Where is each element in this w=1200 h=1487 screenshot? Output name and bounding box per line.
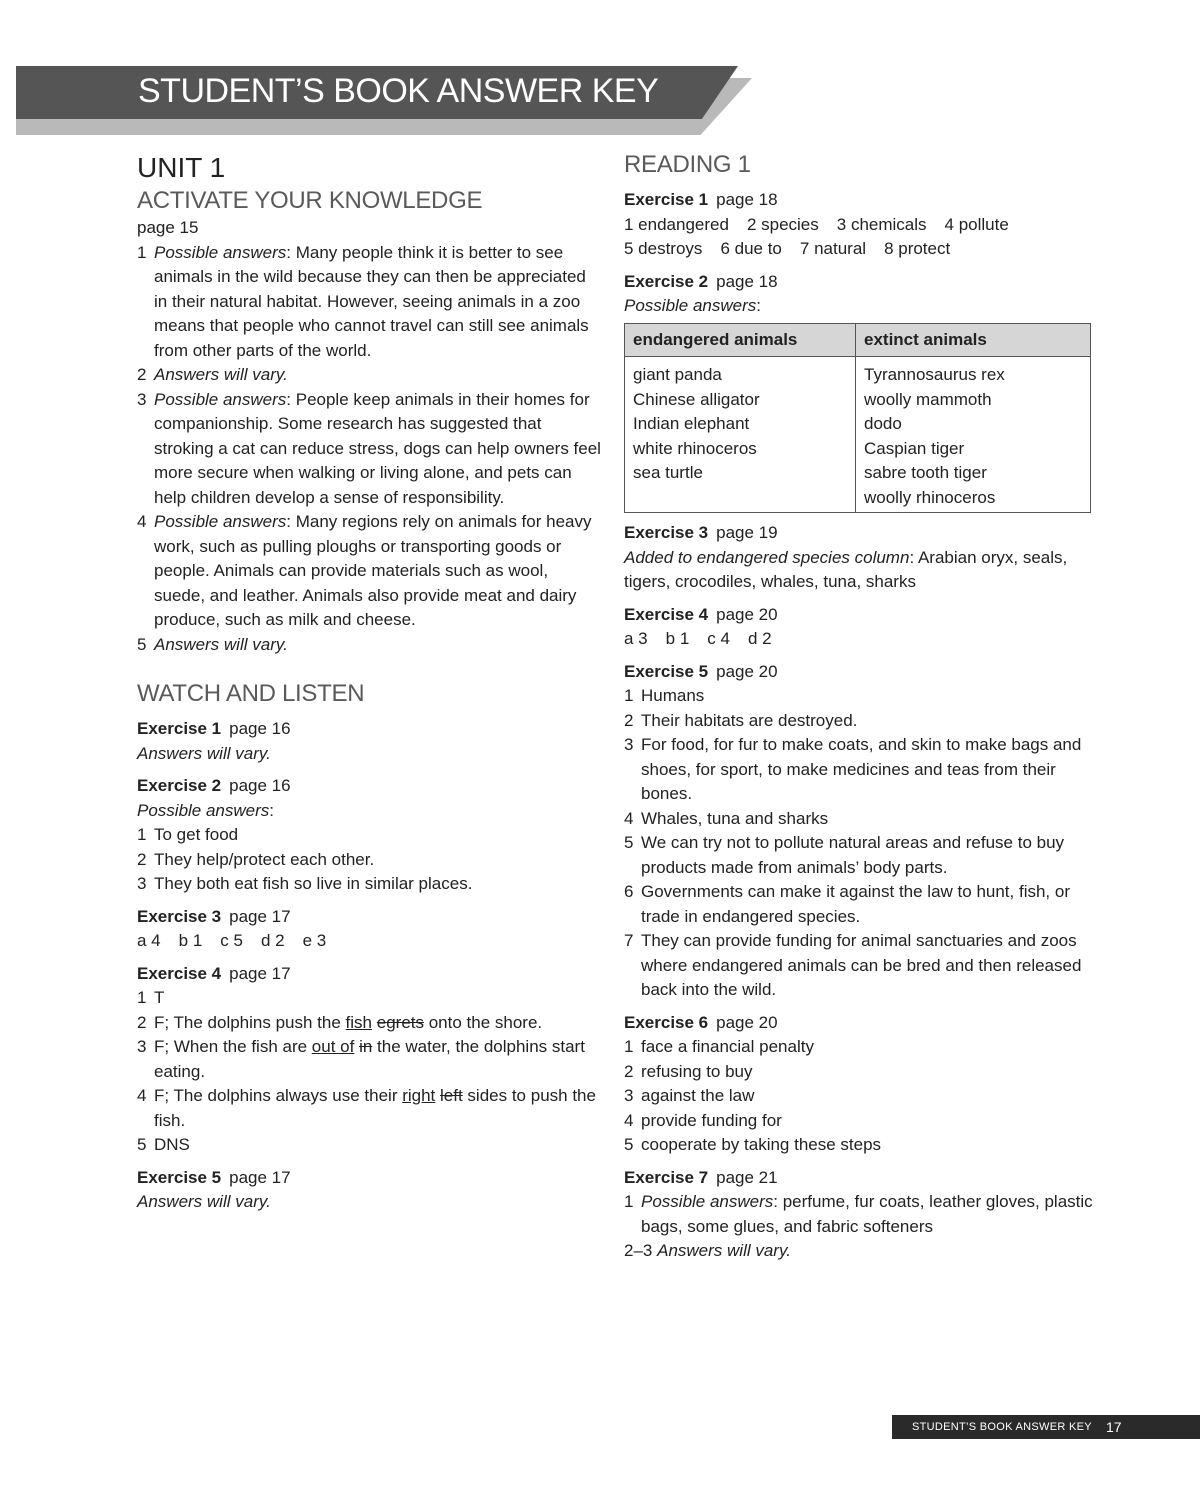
page-title: STUDENT’S BOOK ANSWER KEY bbox=[138, 72, 659, 110]
list-item bbox=[137, 388, 602, 511]
watch-exercise-4 bbox=[137, 962, 602, 1158]
reading-exercise-7 bbox=[624, 1166, 1094, 1264]
item-number: 1 bbox=[137, 825, 147, 844]
answer-row bbox=[624, 627, 1094, 652]
item-text: We can try not to pollute natural areas and refuse to buy products made from animals’ body parts. bbox=[641, 833, 1065, 877]
item-text: face a financial penalty bbox=[641, 1037, 814, 1056]
exercise-note: Possible answers bbox=[137, 800, 270, 820]
item-text: sides to push the fish. bbox=[154, 1086, 596, 1130]
list-item bbox=[624, 1109, 1094, 1134]
list-item bbox=[624, 1084, 1094, 1109]
watch-exercise-3 bbox=[137, 905, 602, 954]
item-text: against the law bbox=[641, 1086, 755, 1105]
item-number: 2 bbox=[624, 710, 634, 730]
exercise-note: Added to endangered species column bbox=[624, 547, 910, 567]
item-text: Answers will vary. bbox=[154, 634, 288, 654]
item-number: 1 bbox=[137, 242, 147, 262]
exercise-answer: : Arabian oryx, seals, tigers, crocodiles, whales, tuna, sharks bbox=[624, 547, 1068, 591]
exercise-label: Exercise 2 bbox=[137, 776, 222, 795]
struck-word: egrets bbox=[376, 1012, 424, 1032]
exercise-label: Exercise 4 bbox=[624, 604, 709, 624]
table-cell-extinct bbox=[856, 357, 1091, 513]
watch-exercise-5 bbox=[137, 1166, 602, 1215]
item-number: 3 bbox=[137, 389, 147, 409]
section-title-watch: WATCH AND LISTEN bbox=[137, 680, 365, 707]
item-text: F; When the fish are bbox=[154, 1037, 312, 1056]
section-title-reading: READING 1 bbox=[624, 151, 751, 178]
exercise-page: page 18 bbox=[716, 271, 778, 291]
item-number: 2 bbox=[137, 849, 147, 869]
table-value: dodo bbox=[864, 414, 902, 433]
answer: 3 chemicals bbox=[836, 214, 927, 234]
exercise-label: Exercise 3 bbox=[624, 523, 709, 542]
list-item bbox=[137, 363, 602, 388]
corrected-word: fish bbox=[345, 1012, 373, 1032]
list-item bbox=[137, 633, 602, 658]
table-value: Caspian tiger bbox=[864, 438, 965, 458]
exercise-label: Exercise 2 bbox=[624, 271, 709, 291]
list-item bbox=[624, 1239, 1094, 1264]
exercise-page: page 17 bbox=[229, 906, 291, 926]
exercise-page: page 17 bbox=[229, 1167, 291, 1187]
list-item bbox=[624, 1190, 1094, 1239]
item-number: 1 bbox=[624, 686, 634, 705]
list-item bbox=[137, 823, 602, 848]
answer-row bbox=[624, 237, 1094, 262]
footer-bar bbox=[892, 1415, 1200, 1439]
animals-table bbox=[624, 323, 1091, 514]
item-number: 5 bbox=[624, 1135, 634, 1154]
right-column bbox=[624, 150, 1094, 1264]
exercise-page: page 18 bbox=[716, 190, 778, 209]
answer: c 4 bbox=[707, 629, 730, 648]
table-value: sabre tooth tiger bbox=[864, 463, 987, 482]
list-item bbox=[624, 733, 1094, 807]
list-item bbox=[624, 1035, 1094, 1060]
item-text: Answers will vary. bbox=[657, 1241, 791, 1260]
exercise-page: page 21 bbox=[716, 1167, 778, 1187]
item-number: 3 bbox=[624, 1086, 634, 1105]
list-item bbox=[137, 1133, 602, 1158]
list-item bbox=[137, 1035, 602, 1084]
activate-list bbox=[137, 241, 602, 658]
list-item bbox=[624, 709, 1094, 734]
table-value: giant panda bbox=[633, 365, 722, 384]
exercise-note: Possible answers bbox=[624, 296, 757, 315]
item-text: : Many regions rely on animals for heavy work, such as pulling ploughs or transporting goods or people. Animals can provide materials such as wool, suede, and leather. Animals also provide meat and dairy produce, such as milk and cheese. bbox=[154, 512, 592, 629]
answer: b 1 bbox=[665, 629, 690, 648]
item-number: 5 bbox=[137, 1135, 147, 1154]
page-number: 17 bbox=[1106, 1419, 1122, 1435]
exercise-page: page 20 bbox=[716, 1012, 778, 1032]
item-number: 3 bbox=[624, 735, 634, 754]
corrected-word: right bbox=[402, 1086, 436, 1105]
list-item bbox=[624, 684, 1094, 709]
answer: 4 pollute bbox=[944, 214, 1009, 234]
item-text: Answers will vary. bbox=[154, 365, 288, 384]
item-number: 1 bbox=[137, 988, 147, 1007]
exercise-answer: Answers will vary. bbox=[137, 743, 271, 763]
exercise-label: Exercise 6 bbox=[624, 1012, 709, 1032]
reading-exercise-4 bbox=[624, 603, 1094, 652]
answer: a 3 bbox=[624, 629, 648, 648]
reading-exercise-2 bbox=[624, 270, 1094, 514]
answer: d 2 bbox=[747, 629, 772, 648]
list-item bbox=[137, 872, 602, 897]
table-value: Indian elephant bbox=[633, 414, 750, 433]
table-value: Tyrannosaurus rex bbox=[864, 365, 1005, 384]
answer: 5 destroys bbox=[624, 239, 703, 258]
exercise-label: Exercise 1 bbox=[137, 719, 222, 738]
item-number: 2–3 bbox=[624, 1241, 653, 1260]
exercise-answer: Answers will vary. bbox=[137, 1192, 271, 1211]
item-text: F; The dolphins always use their bbox=[154, 1086, 403, 1105]
list-item bbox=[137, 986, 602, 1011]
answer: 2 species bbox=[746, 214, 819, 234]
left-column bbox=[137, 150, 602, 1215]
item-label: Possible answers bbox=[154, 389, 287, 409]
table-value: white rhinoceros bbox=[633, 438, 757, 458]
item-number: 2 bbox=[624, 1061, 634, 1081]
item-text: provide funding for bbox=[641, 1110, 782, 1130]
exercise-page: page 19 bbox=[716, 523, 778, 542]
item-number: 5 bbox=[137, 634, 147, 654]
item-text: To get food bbox=[154, 825, 239, 844]
item-number: 6 bbox=[624, 882, 634, 901]
exercise-page: page 17 bbox=[229, 963, 291, 983]
list-item bbox=[624, 1133, 1094, 1158]
answer-row bbox=[624, 213, 1094, 238]
list-item bbox=[624, 807, 1094, 832]
table-value: woolly mammoth bbox=[864, 389, 992, 409]
exercise-label: Exercise 4 bbox=[137, 963, 222, 983]
struck-word: in bbox=[359, 1037, 373, 1056]
item-text: refusing to buy bbox=[641, 1061, 753, 1081]
list-item bbox=[137, 848, 602, 873]
answer: a 4 bbox=[137, 931, 161, 950]
corrected-word: out of bbox=[311, 1037, 355, 1056]
item-number: 2 bbox=[137, 1012, 147, 1032]
watch-exercise-2 bbox=[137, 774, 602, 897]
item-text: cooperate by taking these steps bbox=[641, 1135, 882, 1154]
note-colon: : bbox=[269, 800, 275, 820]
item-text: Whales, tuna and sharks bbox=[641, 808, 829, 828]
item-text: onto the shore. bbox=[424, 1012, 543, 1032]
reading-exercise-5 bbox=[624, 660, 1094, 1003]
table-value: sea turtle bbox=[633, 463, 703, 482]
item-text: Their habitats are destroyed. bbox=[641, 710, 858, 730]
section-title-activate: ACTIVATE YOUR KNOWLEDGE bbox=[137, 187, 483, 214]
item-text: the water, the dolphins start eating. bbox=[154, 1037, 585, 1081]
list-item bbox=[624, 929, 1094, 1003]
table-cell-endangered bbox=[625, 357, 856, 513]
list-item bbox=[137, 1011, 602, 1036]
note-colon: : bbox=[756, 296, 762, 315]
reading-exercise-1 bbox=[624, 188, 1094, 262]
item-number: 4 bbox=[137, 1086, 147, 1105]
exercise-page: page 20 bbox=[716, 604, 778, 624]
item-number: 3 bbox=[137, 1037, 147, 1056]
item-number: 1 bbox=[624, 1192, 634, 1211]
watch-exercise-1 bbox=[137, 717, 602, 766]
item-text: T bbox=[154, 988, 165, 1007]
exercise-label: Exercise 5 bbox=[624, 661, 709, 681]
exercise-label: Exercise 7 bbox=[624, 1167, 709, 1187]
answer: c 5 bbox=[220, 931, 243, 950]
answer: b 1 bbox=[178, 931, 203, 950]
item-number: 3 bbox=[137, 874, 147, 893]
exercise-page: page 16 bbox=[229, 776, 291, 795]
answer: 7 natural bbox=[799, 239, 867, 258]
item-number: 1 bbox=[624, 1037, 634, 1056]
footer-title: STUDENT’S BOOK ANSWER KEY bbox=[912, 1421, 1092, 1433]
table-value: Chinese alligator bbox=[633, 389, 760, 409]
activate-page: page 15 bbox=[137, 218, 199, 237]
reading-exercise-6 bbox=[624, 1011, 1094, 1158]
item-number: 2 bbox=[137, 365, 147, 384]
item-text: For food, for fur to make coats, and skin to make bags and shoes, for sport, to make medicines and teas from their bones. bbox=[641, 735, 1082, 803]
list-item bbox=[137, 510, 602, 633]
list-item bbox=[624, 1060, 1094, 1085]
table-header: extinct animals bbox=[856, 323, 1091, 357]
answer: e 3 bbox=[302, 931, 327, 950]
item-number: 4 bbox=[624, 808, 634, 828]
item-label: Possible answers bbox=[641, 1192, 774, 1211]
struck-word: left bbox=[440, 1086, 463, 1105]
item-number: 7 bbox=[624, 931, 634, 950]
item-label: Possible answers bbox=[154, 512, 287, 531]
unit-title: UNIT 1 bbox=[137, 152, 226, 183]
item-text: Governments can make it against the law to hunt, fish, or trade in endangered species. bbox=[641, 882, 1070, 926]
item-number: 4 bbox=[137, 512, 147, 531]
exercise-label: Exercise 5 bbox=[137, 1167, 222, 1187]
answer: 6 due to bbox=[720, 239, 782, 258]
answer: 8 protect bbox=[884, 239, 951, 258]
item-number: 5 bbox=[624, 833, 634, 852]
exercise-page: page 16 bbox=[229, 719, 291, 738]
item-text: DNS bbox=[154, 1135, 190, 1154]
item-text: : Many people think it is better to see animals in the wild because they can then be appreciated in their natural habitat. However, seeing animals in a zoo means that people who cannot travel can still see animals from other parts of the world. bbox=[154, 242, 589, 360]
answer: 1 endangered bbox=[624, 214, 729, 234]
item-text: They help/protect each other. bbox=[154, 849, 375, 869]
answer: d 2 bbox=[260, 931, 285, 950]
item-text: : People keep animals in their homes for companionship. Some research has suggested that stroking a cat can reduce stress, dogs can help owners feel more secure when walking or living alone, and pets can help children develop a sense of responsibility. bbox=[154, 389, 601, 507]
list-item bbox=[624, 880, 1094, 929]
item-label: Possible answers bbox=[154, 242, 287, 262]
reading-exercise-3 bbox=[624, 521, 1094, 595]
exercise-page: page 20 bbox=[716, 661, 778, 681]
table-value: woolly rhinoceros bbox=[864, 487, 996, 507]
list-item bbox=[137, 241, 602, 364]
list-item bbox=[624, 831, 1094, 880]
item-text: They can provide funding for animal sanctuaries and zoos where endangered animals can be bred and then released back into the wild. bbox=[641, 931, 1082, 999]
item-number: 4 bbox=[624, 1110, 634, 1130]
list-item bbox=[137, 1084, 602, 1133]
item-text: They both eat fish so live in similar places. bbox=[154, 874, 473, 893]
item-text: F; The dolphins push the bbox=[154, 1012, 346, 1032]
table-header: endangered animals bbox=[625, 323, 856, 357]
exercise-label: Exercise 1 bbox=[624, 190, 709, 209]
answer-row bbox=[137, 929, 602, 954]
item-text: Humans bbox=[641, 686, 705, 705]
exercise-label: Exercise 3 bbox=[137, 906, 222, 926]
item-text: : perfume, fur coats, leather gloves, plastic bags, some glues, and fabric softeners bbox=[641, 1192, 1093, 1236]
